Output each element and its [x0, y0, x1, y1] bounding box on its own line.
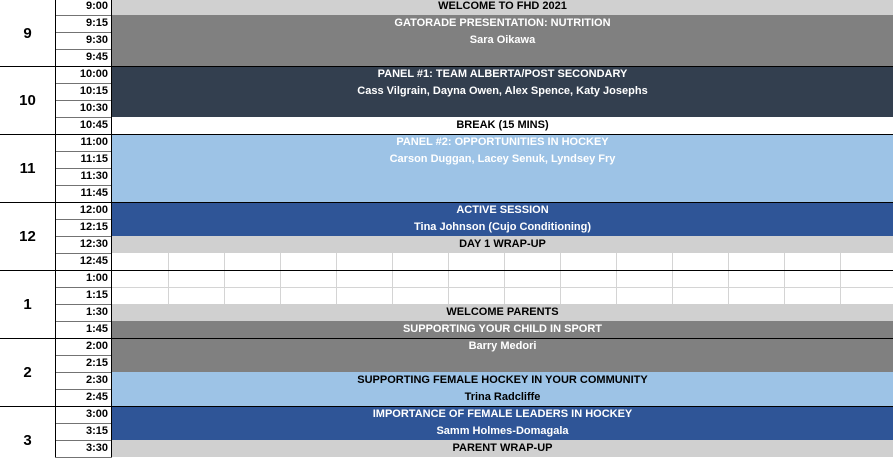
row-divider [55, 253, 112, 254]
row-divider [55, 236, 112, 237]
session-block [112, 304, 893, 321]
grid-col-line [448, 253, 449, 304]
session-block [112, 236, 893, 253]
row-divider [55, 49, 112, 50]
session-presenter: Carson Duggan, Lacey Senuk, Lyndsey Fry [389, 153, 616, 165]
session-block [112, 406, 893, 440]
session-presenter: Samm Holmes-Domagala [436, 425, 569, 437]
row-divider [55, 389, 112, 390]
time-cell: 10:30 [55, 100, 112, 117]
row-divider [55, 440, 112, 441]
session-title: SUPPORTING FEMALE HOCKEY IN YOUR COMMUNITY [357, 374, 648, 386]
row-divider [55, 219, 112, 220]
session-block [112, 202, 893, 236]
row-divider [55, 168, 112, 169]
row-divider [55, 151, 112, 152]
session-presenter: Barry Medori [468, 340, 537, 352]
time-cell: 11:30 [55, 168, 112, 185]
time-cell: 11:15 [55, 151, 112, 168]
session-block [112, 66, 893, 117]
time-cell: 12:45 [55, 253, 112, 270]
hour-label: 3 [23, 431, 32, 449]
grid-col-line [392, 253, 393, 304]
session-block [112, 440, 893, 457]
time-cell: 3:15 [55, 423, 112, 440]
session-block [112, 117, 893, 134]
grid-col-line [224, 253, 225, 304]
row-divider [55, 304, 112, 305]
hour-label: 12 [19, 227, 36, 245]
session-title: DAY 1 WRAP-UP [459, 238, 546, 250]
session-presenter: Sara Oikawa [469, 34, 536, 46]
time-cell: 2:30 [55, 372, 112, 389]
time-cell: 9:45 [55, 49, 112, 66]
time-cell: 9:30 [55, 32, 112, 49]
hour-label: 9 [23, 24, 32, 42]
session-title: PARENT WRAP-UP [452, 442, 553, 454]
row-divider [55, 66, 112, 67]
row-divider [55, 338, 112, 339]
hour-divider [0, 134, 893, 135]
row-divider [55, 423, 112, 424]
session-presenter: Trina Radcliffe [464, 391, 541, 403]
time-cell: 2:15 [55, 355, 112, 372]
grid-col-line [728, 253, 729, 304]
row-divider [55, 372, 112, 373]
session-title: WELCOME TO FHD 2021 [438, 0, 567, 12]
row-divider [55, 406, 112, 407]
row-divider [55, 100, 112, 101]
empty-grid [112, 253, 893, 304]
grid-col-line [504, 253, 505, 304]
grid-row-line [112, 287, 893, 288]
row-divider [55, 134, 112, 135]
row-divider [55, 202, 112, 203]
time-cell: 1:15 [55, 287, 112, 304]
time-cell: 1:45 [55, 321, 112, 338]
hour-label: 10 [19, 91, 36, 109]
row-divider [55, 15, 112, 16]
grid-col-line [616, 253, 617, 304]
hour-divider [0, 406, 893, 407]
row-divider [55, 457, 112, 458]
grid-col-line [280, 253, 281, 304]
time-cell: 12:15 [55, 219, 112, 236]
hour-divider [0, 66, 893, 67]
session-presenter: Cass Vilgrain, Dayna Owen, Alex Spence, Katy Josephs [357, 85, 648, 97]
time-cell: 2:45 [55, 389, 112, 406]
row-divider [55, 270, 112, 271]
time-cell: 3:30 [55, 440, 112, 457]
session-block [112, 15, 893, 66]
row-divider [55, 83, 112, 84]
session-title: GATORADE PRESENTATION: NUTRITION [394, 17, 611, 29]
row-divider [55, 117, 112, 118]
time-cell: 11:00 [55, 134, 112, 151]
hour-divider [0, 202, 893, 203]
session-title: PANEL #2: OPPORTUNITIES IN HOCKEY [396, 136, 609, 148]
row-divider [55, 321, 112, 322]
grid-col-line [672, 253, 673, 304]
time-cell: 9:00 [55, 0, 112, 15]
session-title: ACTIVE SESSION [456, 204, 549, 216]
time-cell: 3:00 [55, 406, 112, 423]
hour-divider [0, 338, 893, 339]
hour-divider [0, 270, 893, 271]
hour-label: 1 [23, 295, 32, 313]
session-title: BREAK (15 MINS) [456, 119, 549, 131]
session-title: WELCOME PARENTS [446, 306, 559, 318]
row-divider [55, 287, 112, 288]
session-title: SUPPORTING YOUR CHILD IN SPORT [402, 323, 603, 335]
session-block [112, 134, 893, 202]
session-block [112, 372, 893, 406]
time-cell: 10:45 [55, 117, 112, 134]
session-title: IMPORTANCE OF FEMALE LEADERS IN HOCKEY [372, 408, 633, 420]
row-divider [55, 32, 112, 33]
grid-col-line [840, 253, 841, 304]
time-cell: 10:15 [55, 83, 112, 100]
session-presenter: Tina Johnson (Cujo Conditioning) [414, 221, 591, 233]
grid-col-line [560, 253, 561, 304]
session-block [112, 0, 893, 15]
grid-col-line [336, 253, 337, 304]
time-cell: 10:00 [55, 66, 112, 83]
time-cell: 1:00 [55, 270, 112, 287]
grid-col-line [784, 253, 785, 304]
time-cell: 12:00 [55, 202, 112, 219]
grid-col-line [168, 253, 169, 304]
time-cell: 2:00 [55, 338, 112, 355]
hour-label: 2 [23, 363, 32, 381]
session-block [112, 321, 893, 372]
time-cell: 9:15 [55, 15, 112, 32]
row-divider [55, 355, 112, 356]
row-divider [55, 185, 112, 186]
time-cell: 1:30 [55, 304, 112, 321]
time-cell: 12:30 [55, 236, 112, 253]
hour-label: 11 [19, 159, 36, 177]
time-cell: 11:45 [55, 185, 112, 202]
session-title: PANEL #1: TEAM ALBERTA/POST SECONDARY [377, 68, 628, 80]
